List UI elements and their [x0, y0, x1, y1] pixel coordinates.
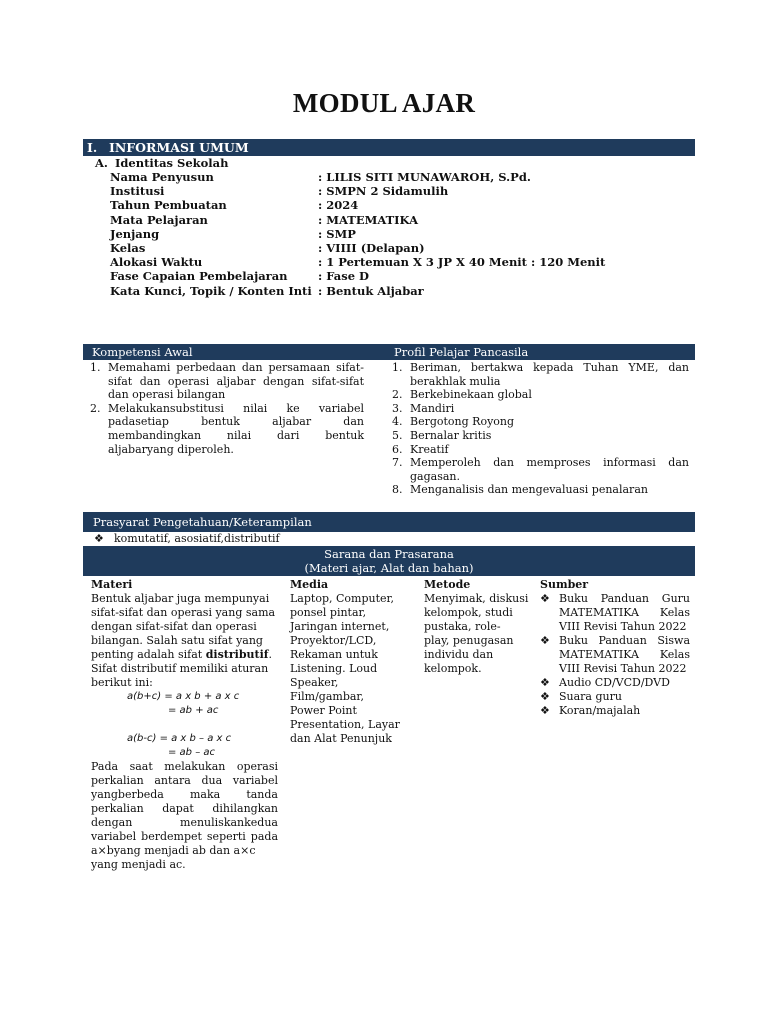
- item-number: 8.: [392, 483, 403, 497]
- item-number: 4.: [392, 415, 403, 429]
- identity-row: [110, 255, 690, 269]
- materi-closing-end: yang menjadi ac.: [91, 858, 186, 871]
- list-item: [386, 429, 689, 443]
- spacer: [91, 718, 278, 732]
- identity-value: : Fase D: [318, 269, 370, 284]
- sarana-title: Sarana dan Prasarana: [324, 547, 454, 561]
- identity-value: : SMPN 2 Sidamulih: [318, 184, 449, 199]
- identity-row: [110, 227, 690, 241]
- identity-row: [110, 170, 690, 184]
- identity-key: Institusi: [110, 184, 165, 199]
- item-number: 7.: [392, 456, 403, 470]
- identity-row: [110, 284, 690, 298]
- materi-intro-text: Bentuk aljabar juga mempunyai sifat-sifat dan operasi yang sama dengan sifat-sifat dan operasi bilangan. Salah satu sifat yang penting adalah sifat: [91, 592, 276, 661]
- item-number: 1.: [90, 361, 101, 374]
- item-text: Memperoleh dan memproses informasi dan gagasan.: [410, 456, 689, 483]
- identity-key: Fase Capaian Pembelajaran: [110, 269, 288, 284]
- diamond-bullet-icon: ❖: [540, 634, 550, 647]
- media-heading: Media: [290, 578, 329, 591]
- identity-value: : Bentuk Aljabar: [318, 283, 424, 298]
- diamond-bullet-icon: ❖: [540, 704, 550, 717]
- diamond-bullet-icon: ❖: [540, 676, 550, 689]
- subsection-letter: A.: [95, 156, 108, 170]
- section-label: INFORMASI UMUM: [109, 140, 249, 155]
- item-number: 3.: [392, 401, 403, 415]
- identity-row: [110, 269, 690, 283]
- list-item: [386, 361, 689, 388]
- prasyarat-header: Prasyarat Pengetahuan/Keterampilan: [83, 512, 695, 532]
- item-number: 2.: [392, 388, 403, 402]
- sumber-list: [540, 592, 690, 718]
- kompetensi-awal-list: [84, 361, 364, 456]
- sarana-subtitle: (Materi ajar, Alat dan bahan): [304, 561, 474, 575]
- subsection-label: Identitas Sekolah: [115, 156, 229, 170]
- diamond-bullet-icon: ❖: [94, 532, 104, 545]
- item-text: Menganalisis dan mengevaluasi penalaran: [410, 483, 648, 497]
- prasyarat-text: komutatif, asosiatif,distributif: [114, 532, 280, 545]
- materi-rule-intro: Sifat distributif memiliki aturan berikut ini:: [91, 662, 269, 689]
- item-text: Mandiri: [410, 401, 455, 415]
- sumber-column: [540, 578, 690, 718]
- materi-intro: [91, 592, 278, 662]
- item-number: 5.: [392, 428, 403, 442]
- profil-pelajar-heading: Profil Pelajar Pancasila: [394, 345, 529, 359]
- identity-key: Kelas: [110, 240, 146, 255]
- item-text: Memahami perbedaan dan persamaan sifat-sifat dan operasi aljabar dengan sifat-sifat dan operasi bilangan: [108, 361, 364, 402]
- identity-value: : LILIS SITI MUNAWAROH, S.Pd.: [318, 170, 531, 184]
- item-number: 6.: [392, 442, 403, 456]
- list-item: [84, 402, 364, 456]
- materi-intro-bold: distributif: [205, 648, 269, 661]
- list-item: [386, 443, 689, 457]
- kompetensi-awal-heading: Kompetensi Awal: [92, 345, 193, 359]
- list-item: [540, 592, 690, 634]
- identity-value: : SMP: [318, 226, 356, 241]
- list-item: [386, 483, 689, 497]
- item-text: Buku Panduan Guru MATEMATIKA Kelas VIII Revisi Tahun 2022: [559, 592, 690, 633]
- page-title: MODUL AJAR: [292, 88, 476, 118]
- metode-text: Menyimak, diskusi kelompok, studi pustaka, role- play, penugasan individu dan kelompok.: [424, 592, 529, 675]
- item-text: Bernalar kritis: [410, 428, 492, 442]
- diamond-bullet-icon: ❖: [540, 690, 550, 703]
- identity-key: Tahun Pembuatan: [110, 198, 227, 213]
- list-item: [540, 634, 690, 676]
- formula-line: = ab – ac: [168, 747, 216, 758]
- item-text: Buku Panduan Siswa MATEMATIKA Kelas VIII Revisi Tahun 2022: [559, 634, 690, 675]
- identity-row: [110, 213, 690, 227]
- identity-key: Nama Penyusun: [110, 170, 214, 184]
- identity-key: Alokasi Waktu: [110, 255, 203, 270]
- item-number: 1.: [392, 361, 403, 374]
- list-item: [386, 415, 689, 429]
- profil-pelajar-list: [386, 361, 689, 497]
- diamond-bullet-icon: ❖: [540, 592, 550, 605]
- section-number: I.: [87, 140, 98, 155]
- identity-value: : 2024: [318, 198, 359, 213]
- identity-key: Jenjang: [110, 226, 160, 241]
- list-item: [540, 690, 690, 704]
- item-text: Beriman, bertakwa kepada Tuhan YME, dan berakhlak mulia: [410, 361, 689, 388]
- identity-row: [110, 198, 690, 212]
- metode-column: [424, 578, 529, 676]
- list-item: [540, 676, 690, 690]
- identity-value: : VIIII (Delapan): [318, 240, 425, 255]
- identity-key: Mata Pelajaran: [110, 212, 208, 227]
- item-number: 2.: [90, 401, 101, 415]
- identity-key: Kata Kunci, Topik / Konten Inti: [110, 283, 312, 298]
- identity-table: [110, 170, 690, 298]
- item-text: Kreatif: [410, 442, 449, 456]
- sarana-prasarana-header: [83, 546, 695, 576]
- identity-row: [110, 184, 690, 198]
- item-text: Berkebinekaan global: [410, 388, 532, 402]
- formula-line: a(b-c) = a x b – a x c: [127, 733, 232, 744]
- identity-value: : 1 Pertemuan X 3 JP X 40 Menit : 120 Menit: [318, 255, 606, 270]
- list-item: [84, 361, 364, 402]
- list-item: [386, 402, 689, 416]
- metode-heading: Metode: [424, 578, 471, 591]
- materi-intro-end: .: [268, 648, 273, 661]
- item-text: Koran/majalah: [559, 704, 641, 717]
- media-text: Laptop, Computer, ponsel pintar, Jaringan internet, Proyektor/LCD, Rekaman untuk Listening. Loud Speaker, Film/gambar, Power Point Presentation, Layar dan Alat Penunjuk: [290, 592, 400, 745]
- materi-closing: Pada saat melakukan operasi perkalian antara dua variabel yangberbeda maka tanda perkalian dapat dihilangkan dengan menuliskankedua variabel berdempet seperti pada a×byang menjadi ab dan a×c: [91, 760, 278, 857]
- competency-profile-header: [83, 344, 695, 360]
- prasyarat-item: [94, 532, 280, 546]
- section-header-informasi-umum: [83, 139, 695, 156]
- formula-line: a(b+c) = a x b + a x c: [127, 691, 240, 702]
- list-item: [386, 388, 689, 402]
- formula-line: = ab + ac: [168, 705, 219, 716]
- subsection-heading: [95, 156, 228, 170]
- item-text: Suara guru: [559, 690, 622, 703]
- list-item: [540, 704, 690, 718]
- identity-row: [110, 241, 690, 255]
- materi-column: [91, 578, 278, 872]
- media-column: [290, 578, 402, 746]
- materi-heading: Materi: [91, 578, 133, 591]
- sumber-heading: Sumber: [540, 578, 589, 591]
- item-text: Audio CD/VCD/DVD: [559, 676, 670, 689]
- item-text: Melakukansubstitusi nilai ke variabel padasetiap bentuk aljabar dan membandingkan nilai dari bentuk aljabaryang diperoleh.: [108, 401, 364, 456]
- identity-value: : MATEMATIKA: [318, 212, 419, 227]
- list-item: [386, 456, 689, 483]
- item-text: Bergotong Royong: [410, 415, 515, 429]
